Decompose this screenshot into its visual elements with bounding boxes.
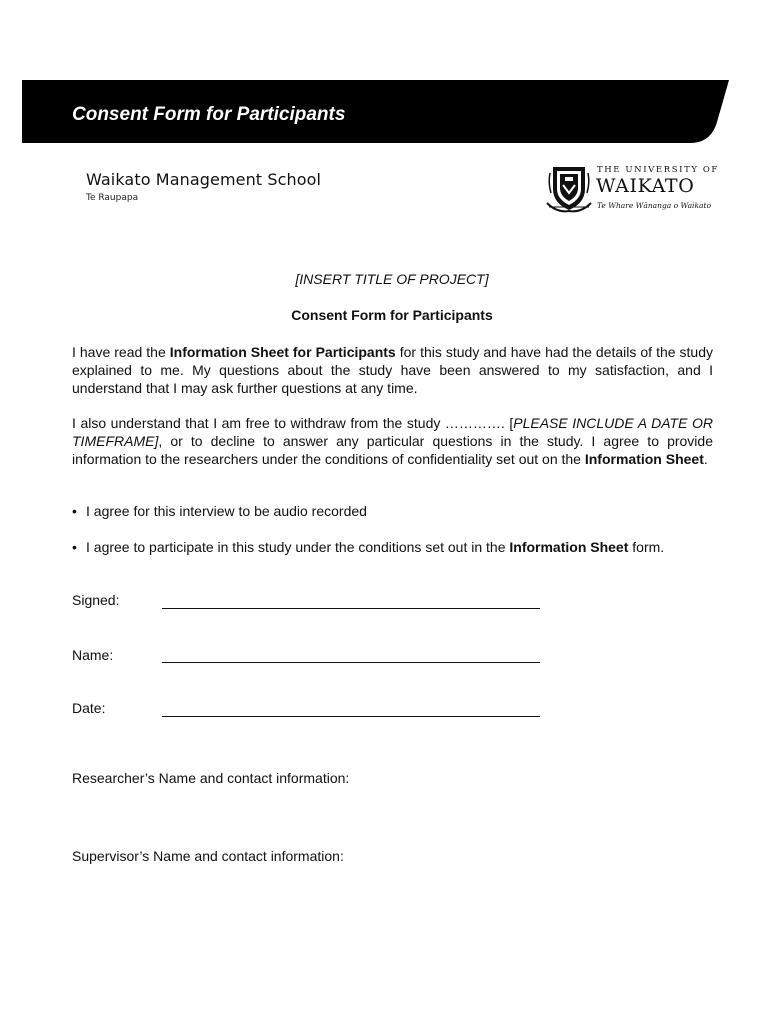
school-name: Waikato Management School xyxy=(86,170,322,189)
project-title: [INSERT TITLE OF PROJECT] xyxy=(295,271,489,287)
supervisor-contact-label: Supervisor’s Name and contact information: xyxy=(72,848,344,864)
form-heading: Consent Form for Participants xyxy=(291,307,493,323)
bullet-icon: • xyxy=(72,503,77,519)
name-label: Name: xyxy=(72,647,114,663)
signed-label: Signed: xyxy=(72,592,120,608)
paragraph-withdrawal: I also understand that I am free to withdraw from the study …………. [PLEASE INCLUDE A DATE OR TIMEFRAME], or to decline to answer any particular questions in the study. I agree to provide information to the researchers under the conditions of confidentiality set out on the Information Sheet. xyxy=(72,415,713,467)
date-line[interactable] xyxy=(162,716,540,717)
school-logo xyxy=(86,170,321,203)
university-crest-icon xyxy=(545,163,593,215)
date-label: Date: xyxy=(72,700,106,716)
bullet-participation: • I agree to participate in this study under the conditions set out in the Information Sheet form. xyxy=(72,539,665,555)
school-subtitle: Te Raupapa xyxy=(86,193,139,203)
bullet-audio-recording: • I agree for this interview to be audio recorded xyxy=(72,503,367,519)
researcher-contact-label: Researcher’s Name and contact information: xyxy=(72,770,350,786)
university-name: WAIKATO xyxy=(596,175,695,197)
university-top-line: THE UNIVERSITY OF xyxy=(597,165,719,175)
university-logo xyxy=(545,163,717,215)
university-maori-name: Te Whare Wānanga o Waikato xyxy=(597,201,712,210)
name-line[interactable] xyxy=(162,662,540,663)
signed-line[interactable] xyxy=(162,608,540,609)
paragraph-information-sheet: I have read the Information Sheet for Participants for this study and have had the details of the study explained to me. My questions about the study have been answered to my satisfaction, and I understand that I may ask further questions at any time. xyxy=(72,344,713,396)
banner-title: Consent Form for Participants xyxy=(72,104,346,125)
bullet-icon: • xyxy=(72,539,77,555)
title-banner xyxy=(22,80,729,143)
